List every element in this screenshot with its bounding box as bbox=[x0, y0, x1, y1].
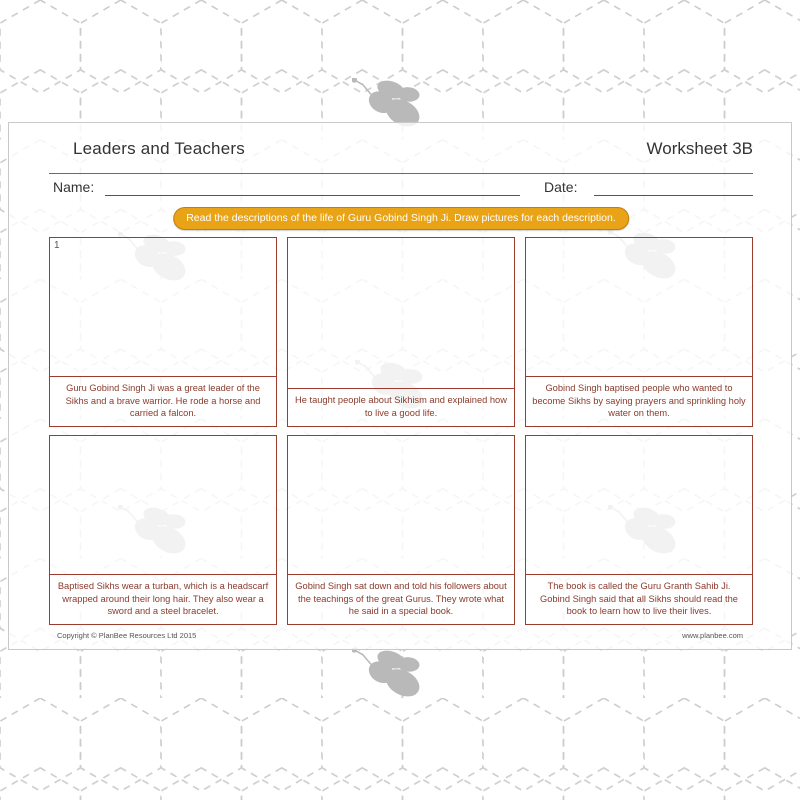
date-input-line[interactable] bbox=[594, 195, 753, 196]
website-link[interactable]: www.planbee.com bbox=[682, 631, 743, 640]
drawing-area[interactable] bbox=[288, 436, 514, 574]
box-caption: He taught people about Sikhism and explained how to live a good life. bbox=[288, 388, 514, 426]
activity-box[interactable] bbox=[287, 435, 515, 625]
worksheet-content bbox=[49, 139, 753, 635]
name-label: Name: bbox=[53, 179, 95, 195]
drawing-area[interactable] bbox=[50, 238, 276, 376]
drawing-area[interactable] bbox=[526, 238, 752, 376]
header-divider bbox=[49, 173, 753, 174]
box-caption: The book is called the Guru Granth Sahib Ji. Gobind Singh said that all Sikhs should read the book to learn how to live their lives. bbox=[526, 574, 752, 624]
box-caption: Gobind Singh baptised people who wanted to become Sikhs by saying prayers and sprinkling holy water on them. bbox=[526, 376, 752, 426]
activity-box[interactable] bbox=[287, 237, 515, 427]
activity-box[interactable] bbox=[525, 237, 753, 427]
activity-box[interactable] bbox=[49, 435, 277, 625]
box-caption: Gobind Singh sat down and told his followers about the teachings of the great Gurus. They wrote what he said in a special book. bbox=[288, 574, 514, 624]
worksheet-number: Worksheet 3B bbox=[646, 139, 753, 158]
instruction-banner: Read the descriptions of the life of Guru Gobind Singh Ji. Draw pictures for each description. bbox=[173, 207, 629, 230]
drawing-area[interactable] bbox=[526, 436, 752, 574]
box-caption: Baptised Sikhs wear a turban, which is a headscarf wrapped around their long hair. They also wear a sword and a steel bracelet. bbox=[50, 574, 276, 624]
copyright-notice: Copyright © PlanBee Resources Ltd 2015 bbox=[57, 631, 197, 640]
name-date-row bbox=[49, 179, 753, 201]
activity-box[interactable] bbox=[49, 237, 277, 427]
name-input-line[interactable] bbox=[105, 195, 520, 196]
worksheet-header bbox=[49, 139, 753, 173]
activity-box[interactable] bbox=[525, 435, 753, 625]
bee-icon bbox=[352, 648, 430, 706]
drawing-area[interactable] bbox=[288, 238, 514, 388]
date-label: Date: bbox=[544, 179, 578, 195]
drawing-area[interactable] bbox=[50, 436, 276, 574]
worksheet-page bbox=[8, 122, 792, 650]
activity-grid bbox=[49, 237, 753, 625]
box-caption: Guru Gobind Singh Ji was a great leader of the Sikhs and a brave warrior. He rode a horse and carried a falcon. bbox=[50, 376, 276, 426]
box-number: 1 bbox=[54, 240, 60, 251]
page-title: Leaders and Teachers bbox=[73, 139, 245, 158]
